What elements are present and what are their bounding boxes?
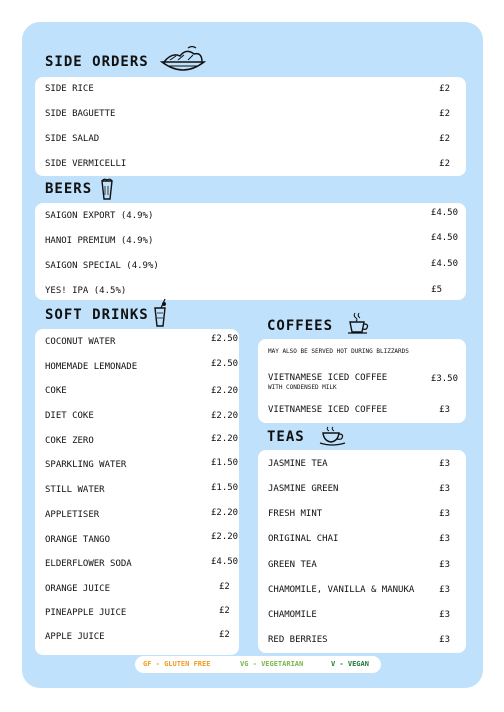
- menu-item: [45, 84, 450, 96]
- cocktail-icon: [152, 298, 168, 328]
- item-price: £3: [439, 585, 450, 595]
- item-price: £1.50: [211, 458, 239, 468]
- menu-item: [268, 405, 450, 417]
- menu-item: [45, 510, 239, 522]
- menu-item: [45, 386, 239, 398]
- menu-item: [45, 584, 239, 596]
- item-name: SPARKLING WATER: [45, 460, 127, 470]
- menu-item: [45, 233, 458, 248]
- item-price: £3: [439, 484, 450, 494]
- teacup-icon: [318, 425, 348, 447]
- menu-item: [45, 286, 458, 298]
- menu-item: [45, 485, 239, 497]
- item-price: £4.50: [430, 208, 458, 218]
- menu-item: [268, 509, 450, 521]
- item-price: £5: [431, 285, 442, 295]
- menu-item: [45, 334, 239, 349]
- item-name: HOMEMADE LEMONADE: [45, 362, 138, 372]
- item-name: JASMINE TEA: [268, 459, 328, 469]
- item-price: £3: [439, 610, 450, 620]
- item-price: £2.50: [211, 359, 239, 369]
- menu-item: [268, 459, 450, 471]
- teas-heading: TEAS: [267, 429, 305, 445]
- item-price: £2: [439, 134, 450, 144]
- item-price: £4.50: [430, 259, 458, 269]
- legend-vegetarian: VG - VEGETARIAN: [240, 660, 304, 668]
- item-name: ORANGE JUICE: [45, 584, 111, 594]
- item-name: SIDE BAGUETTE: [45, 109, 116, 119]
- item-price: £2: [219, 606, 230, 616]
- item-name: SAIGON SPECIAL (4.9%): [45, 261, 159, 271]
- item-price: £3.50: [430, 374, 458, 384]
- menu-item: [45, 436, 239, 448]
- item-name: COKE ZERO: [45, 436, 94, 446]
- item-name: ELDERFLOWER SODA: [45, 559, 132, 569]
- item-name: APPLETISER: [45, 510, 100, 520]
- legend-gluten-free: GF - GLUTEN FREE: [143, 660, 211, 668]
- item-name: YES! IPA (4.5%): [45, 286, 127, 296]
- item-name: JASMINE GREEN: [268, 484, 339, 494]
- item-price: £3: [439, 459, 450, 469]
- side-orders-card: [35, 77, 466, 176]
- item-price: £3: [439, 534, 450, 544]
- teas-card: [258, 450, 466, 653]
- menu-item: [45, 532, 239, 547]
- menu-item: [268, 534, 450, 546]
- item-price: £2: [219, 582, 230, 592]
- beers-heading: BEERS: [45, 181, 93, 197]
- item-price: £3: [439, 509, 450, 519]
- item-price: £4.50: [211, 557, 239, 567]
- item-name: SIDE VERMICELLI: [45, 159, 127, 169]
- item-name: [268, 373, 387, 391]
- item-name: COCONUT WATER: [45, 337, 116, 347]
- menu-item: [45, 208, 458, 223]
- item-price: £2.20: [211, 411, 239, 421]
- item-name: VIETNAMESE ICED COFFEE: [268, 405, 388, 415]
- coffees-heading: COFFEES: [267, 318, 334, 334]
- menu-item: [45, 411, 239, 423]
- beer-glass-icon: [99, 177, 115, 201]
- menu-item: [268, 560, 450, 572]
- coffees-card: [258, 339, 466, 423]
- item-name: COKE: [45, 386, 67, 396]
- item-price: £1.50: [211, 483, 239, 493]
- dietary-legend: [135, 656, 381, 673]
- item-name: SIDE RICE: [45, 84, 94, 94]
- menu-item: [268, 635, 450, 647]
- item-price: £2: [219, 630, 230, 640]
- item-subtitle: WITH CONDENSED MILK: [268, 384, 337, 391]
- side-orders-heading: SIDE ORDERS: [45, 54, 149, 70]
- menu-item: [268, 484, 450, 496]
- item-name: FRESH MINT: [268, 509, 323, 519]
- coffee-note: MAY ALSO BE SERVED HOT DURING BLIZZARDS: [268, 348, 409, 355]
- item-price: £2.20: [211, 532, 239, 542]
- soft-drinks-card: [35, 329, 239, 655]
- menu-item: [45, 632, 239, 644]
- item-price: £2: [439, 159, 450, 169]
- item-price: £2.20: [211, 508, 239, 518]
- item-price: £2.50: [211, 334, 239, 344]
- item-name: CHAMOMILE: [268, 610, 317, 620]
- item-name: PINEAPPLE JUICE: [45, 608, 127, 618]
- menu-item: [45, 359, 239, 374]
- item-price: £3: [439, 560, 450, 570]
- item-price: £2.20: [211, 386, 239, 396]
- item-price: £3: [439, 635, 450, 645]
- menu-item: [45, 559, 239, 571]
- legend-vegan: V - VEGAN: [331, 660, 369, 668]
- menu-item: [45, 134, 450, 146]
- item-name: HANOI PREMIUM (4.9%): [45, 236, 154, 246]
- menu-item: [45, 159, 450, 171]
- item-name: ORIGINAL CHAI: [268, 534, 339, 544]
- item-price: £3: [439, 405, 450, 415]
- item-title: VIETNAMESE ICED COFFEE: [268, 373, 388, 383]
- menu-item: [45, 460, 239, 472]
- menu-item: [268, 610, 450, 622]
- item-name: STILL WATER: [45, 485, 105, 495]
- item-name: DIET COKE: [45, 411, 94, 421]
- item-name: ORANGE TANGO: [45, 535, 111, 545]
- menu-item: [45, 261, 458, 273]
- item-name: GREEN TEA: [268, 560, 317, 570]
- item-name: APPLE JUICE: [45, 632, 105, 642]
- item-name: SAIGON EXPORT (4.9%): [45, 211, 154, 221]
- item-price: £2: [439, 84, 450, 94]
- item-name: CHAMOMILE, VANILLA & MANUKA: [268, 585, 415, 595]
- item-name: SIDE SALAD: [45, 134, 100, 144]
- item-price: £4.50: [430, 233, 458, 243]
- item-name: RED BERRIES: [268, 635, 328, 645]
- menu-item: [45, 109, 450, 121]
- menu-item: [268, 373, 458, 393]
- menu-item: [45, 608, 239, 620]
- beers-card: [35, 203, 466, 300]
- coffee-cup-icon: [346, 311, 370, 335]
- menu-item: [268, 585, 450, 597]
- item-price: £2.20: [211, 434, 239, 444]
- item-price: £2: [439, 109, 450, 119]
- soft-drinks-heading: SOFT DRINKS: [45, 307, 149, 323]
- dish-icon: [158, 44, 208, 76]
